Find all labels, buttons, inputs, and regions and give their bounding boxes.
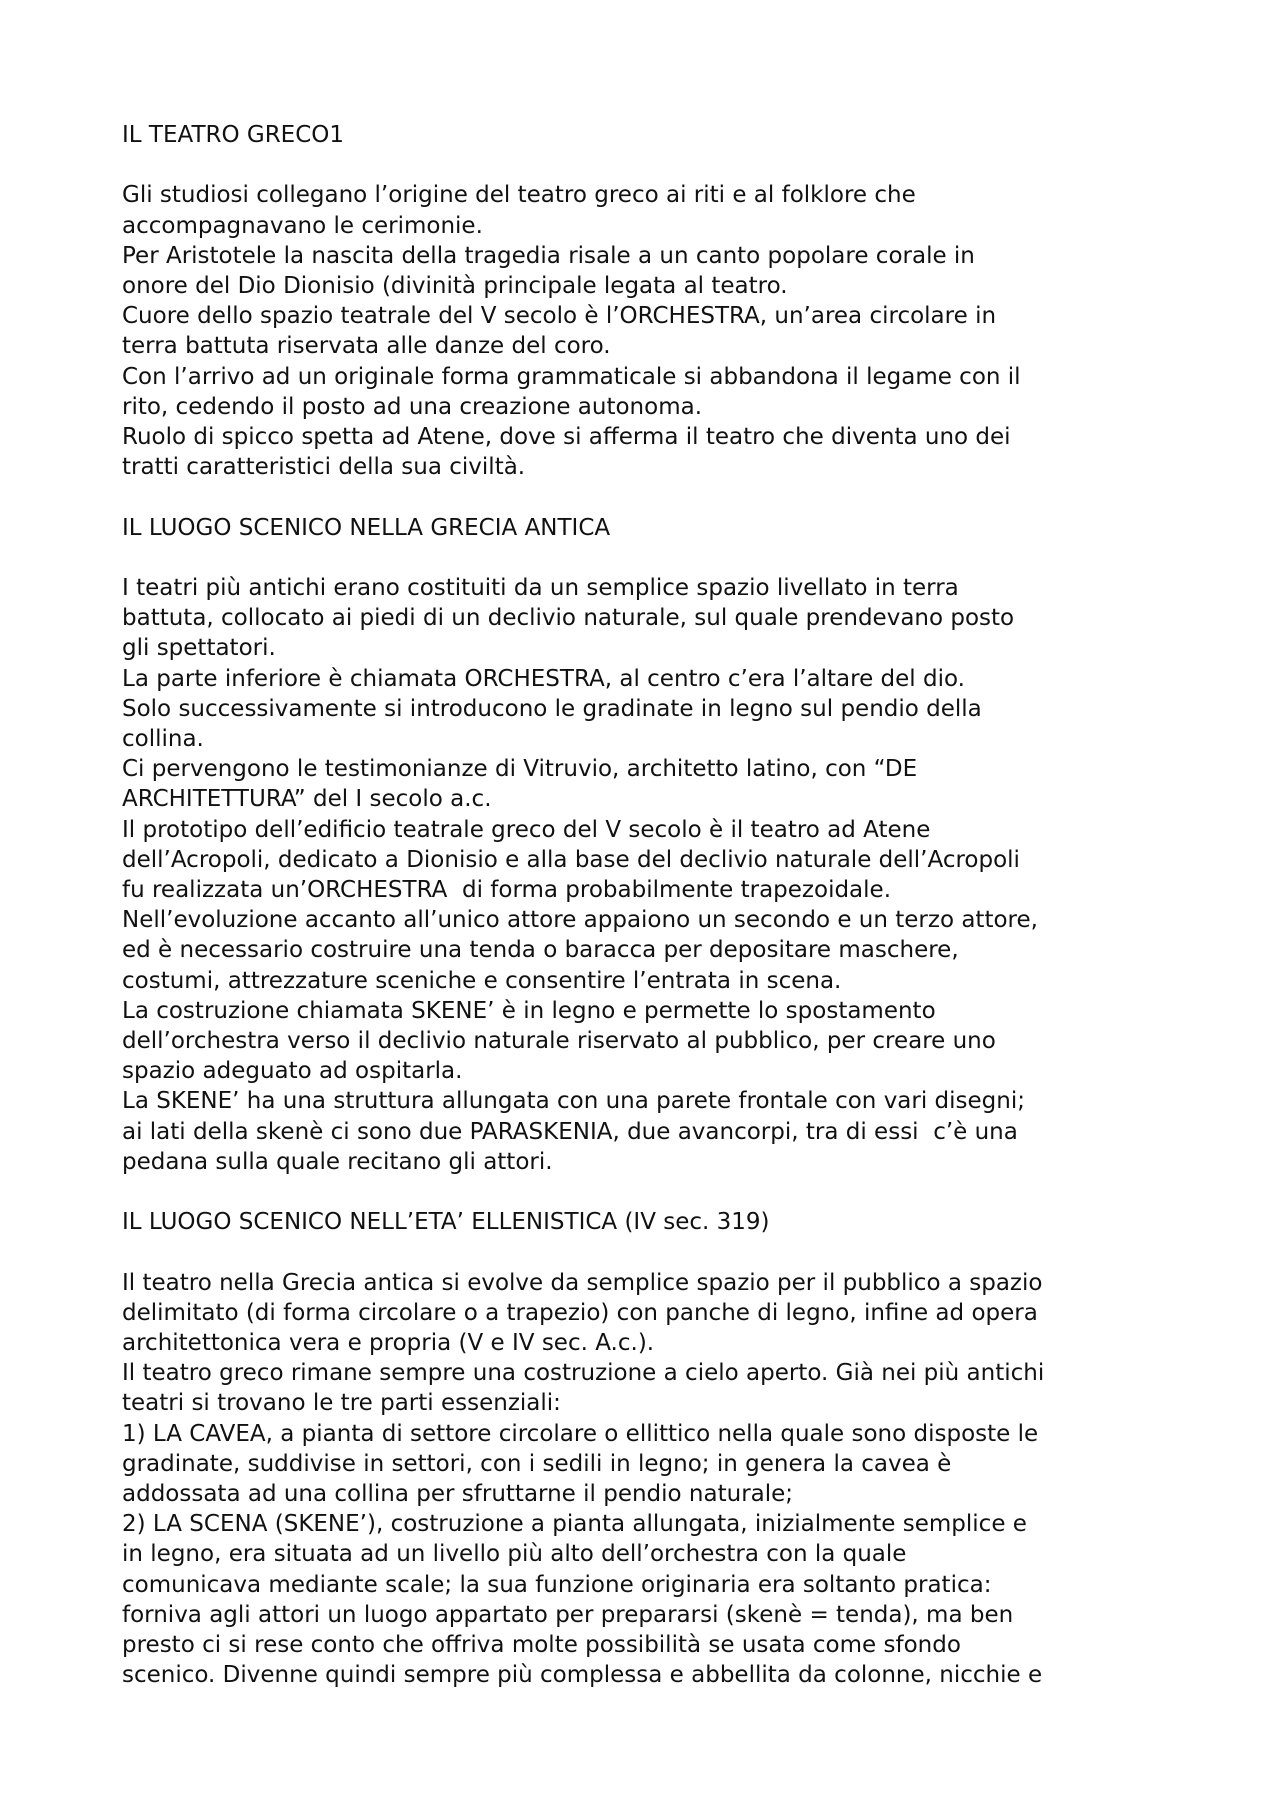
spacer — [122, 482, 1182, 512]
text-line: forniva agli attori un luogo appartato per prepararsi (skenè = tenda), ma ben — [122, 1601, 1014, 1628]
text-line: fu realizzata un’ORCHESTRA di forma probabilmente trapezoidale. — [122, 877, 892, 904]
text-line: Con l’arrivo ad un originale forma grammaticale si abbandona il legame con il — [122, 363, 1021, 390]
text-line: terra battuta riservata alle danze del coro. — [122, 333, 611, 360]
section-heading-hellenistic: IL LUOGO SCENICO NELL’ETA’ ELLENISTICA (IV sec. 319) — [122, 1209, 770, 1236]
text-line: Ruolo di spicco spetta ad Atene, dove si afferma il teatro che diventa uno dei — [122, 424, 1011, 451]
text-line: teatri si trovano le tre parti essenziali: — [122, 1390, 561, 1417]
text-line: onore del Dio Dionisio (divinità principale legata al teatro. — [122, 273, 788, 299]
text-line: gli spettatori. — [122, 635, 276, 662]
text-line: addossata ad una collina per sfruttarne il pendio naturale; — [122, 1481, 794, 1508]
text-line: ARCHITETTURA” del I secolo a.c. — [122, 786, 492, 813]
section-origins — [122, 180, 1182, 482]
text-line: Per Aristotele la nascita della tragedia risale a un canto popolare corale in — [122, 242, 975, 269]
text-line: 1) LA CAVEA, a pianta di settore circolare o ellittico nella quale sono disposte le — [122, 1420, 1039, 1447]
text-line: Solo successivamente si introducono le gradinate in legno sul pendio della — [122, 695, 982, 722]
text-line: I teatri più antichi erano costituiti da un semplice spazio livellato in terra — [122, 575, 959, 601]
text-line: Nell’evoluzione accanto all’unico attore appaiono un secondo e un terzo attore, — [122, 907, 1038, 934]
text-line: 2) LA SCENA (SKENE’), costruzione a pianta allungata, inizialmente semplice e — [122, 1511, 1027, 1538]
text-line: La costruzione chiamata SKENE’ è in legno e permette lo spostamento — [122, 997, 936, 1024]
text-line: in legno, era situata ad un livello più alto dell’orchestra con la quale — [122, 1541, 907, 1568]
text-line: comunicava mediante scale; la sua funzione originaria era soltanto pratica: — [122, 1571, 992, 1598]
text-line: collina. — [122, 726, 204, 753]
text-line: pedana sulla quale recitano gli attori. — [122, 1148, 553, 1175]
text-line: Gli studiosi collegano l’origine del teatro greco ai riti e al folklore che — [122, 182, 916, 209]
text-line: Il teatro nella Grecia antica si evolve da semplice spazio per il pubblico a spazio — [122, 1269, 1043, 1296]
document-page — [122, 120, 1182, 1690]
text-line: spazio adeguato ad ospitarla. — [122, 1058, 463, 1085]
text-line: costumi, attrezzature sceniche e consentire l’entrata in scena. — [122, 967, 842, 994]
spacer — [122, 543, 1182, 573]
text-line: Il prototipo dell’edificio teatrale greco del V secolo è il teatro ad Atene — [122, 816, 931, 843]
spacer — [122, 150, 1182, 180]
text-line: delimitato (di forma circolare o a trapezio) con panche di legno, infine ad opera — [122, 1299, 1038, 1326]
text-line: presto ci si rese conto che offriva molte possibilità se usata come sfondo — [122, 1632, 961, 1659]
spacer — [122, 1177, 1182, 1207]
text-line: dell’Acropoli, dedicato a Dionisio e alla base del declivio naturale dell’Acropoli — [122, 846, 1020, 873]
text-line: architettonica vera e propria (V e IV sec. A.c.). — [122, 1330, 655, 1357]
text-line: dell’orchestra verso il declivio naturale riservato al pubblico, per creare uno — [122, 1028, 996, 1055]
text-line: accompagnavano le cerimonie. — [122, 212, 483, 239]
text-line: gradinate, suddivise in settori, con i sedili in legno; in genera la cavea è — [122, 1450, 952, 1477]
text-line: rito, cedendo il posto ad una creazione autonoma. — [122, 393, 703, 420]
text-line: La parte inferiore è chiamata ORCHESTRA, al centro c’era l’altare del dio. — [122, 665, 965, 692]
text-line: ed è necessario costruire una tenda o baracca per depositare maschere, — [122, 937, 959, 964]
text-line: scenico. Divenne quindi sempre più complessa e abbellita da colonne, nicchie e — [122, 1662, 1043, 1689]
text-line: Il teatro greco rimane sempre una costruzione a cielo aperto. Già nei più antichi — [122, 1360, 1045, 1387]
text-line: tratti caratteristici della sua civiltà. — [122, 454, 526, 481]
section-heading-ancient-greece: IL LUOGO SCENICO NELLA GRECIA ANTICA — [122, 514, 611, 541]
text-line: Ci pervengono le testimonianze di Vitruvio, architetto latino, con “DE — [122, 756, 918, 783]
section-hellenistic-stage — [122, 1268, 1182, 1691]
spacer — [122, 1237, 1182, 1267]
text-line: ai lati della skenè ci sono due PARASKENIA, due avancorpi, tra di essi c’è una — [122, 1118, 1018, 1145]
text-line: La SKENE’ ha una struttura allungata con una parete frontale con vari disegni; — [122, 1088, 1025, 1115]
document-title: IL TEATRO GRECO1 — [122, 122, 345, 148]
text-line: battuta, collocato ai piedi di un declivio naturale, sul quale prendevano posto — [122, 605, 1015, 632]
section-ancient-stage — [122, 573, 1182, 1177]
text-line: Cuore dello spazio teatrale del V secolo è l’ORCHESTRA, un’area circolare in — [122, 303, 997, 330]
